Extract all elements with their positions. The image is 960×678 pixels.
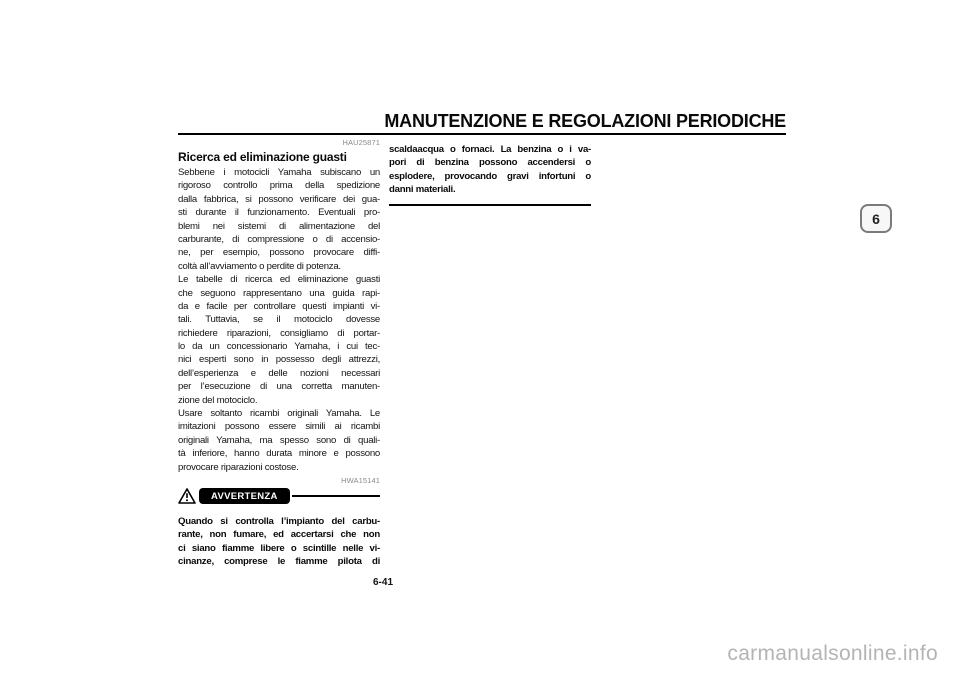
text-line: dalla fabbrica, si possono verificare dei gua-: [178, 193, 380, 205]
text-line: Sebbene i motocicli Yamaha subiscano un: [178, 167, 380, 178]
warning-badge: AVVERTENZA: [199, 488, 290, 504]
text-line: per l’esecuzione di una corretta manuten-: [178, 381, 380, 393]
right-column: [389, 143, 591, 206]
text-line: zione del motociclo.: [178, 394, 258, 406]
text-line: imitazioni possono essere simili ai ricambi: [178, 421, 380, 433]
text-line: blemi nei sistemi di alimentazione del: [178, 220, 380, 232]
text-line: ci siano fiamme libere o scintille nelle vi-: [178, 542, 380, 554]
warning-end-rule: [389, 204, 591, 206]
header-rule: [178, 133, 786, 135]
text-line: lo da un concessionario Yamaha, i cui tec-: [178, 341, 380, 353]
text-line: rante, non fumare, ed accertarsi che non: [178, 529, 380, 541]
text-line: Usare soltanto ricambi originali Yamaha. Le: [178, 408, 380, 420]
text-line: nici esperti sono in possesso degli attrezzi,: [178, 354, 380, 366]
text-line: carburante, di compressione o di accensio-: [178, 233, 380, 245]
text-line: tà inferiore, hanno durata minore e possono: [178, 448, 380, 460]
chapter-tab: 6: [860, 204, 892, 233]
text-line: Le tabelle di ricerca ed eliminazione guasti: [178, 274, 380, 286]
left-column: [178, 138, 380, 569]
text-line: sti durante il funzionamento. Eventuali pro-: [178, 207, 380, 219]
text-line: richiedere riparazioni, consigliamo di portar-: [178, 327, 380, 339]
warning-triangle-icon: [178, 488, 196, 504]
warning-header: [178, 488, 380, 504]
text-line: coltà all’avviamento o perdite di potenza.: [178, 260, 341, 272]
section-title: Ricerca ed eliminazione guasti: [178, 150, 347, 164]
section-code: HAU25871: [342, 138, 380, 147]
text-line: pori di benzina possono accendersi o: [389, 157, 591, 169]
text-line: esplodere, provocando gravi infortuni o: [389, 170, 591, 182]
text-line: scaldaacqua o fornaci. La benzina o i va-: [389, 144, 591, 155]
text-line: danni materiali.: [389, 184, 456, 196]
text-line: Quando si controlla l’impianto del carbu-: [178, 515, 380, 527]
text-line: tali. Tuttavia, se il motociclo dovesse: [178, 314, 380, 326]
section-body-text: [178, 166, 380, 474]
text-line: dell’esperienza e delle nozioni necessari: [178, 367, 380, 379]
text-line: provocare riparazioni costose.: [178, 461, 299, 473]
warning-code: HWA15141: [341, 475, 380, 485]
text-line: rigoroso controllo prima della spedizione: [178, 180, 380, 192]
page-header-title: MANUTENZIONE E REGOLAZIONI PERIODICHE: [384, 111, 786, 131]
warning-text-right: [389, 143, 591, 197]
text-line: ne, per esempio, possono provocare diffi-: [178, 247, 380, 259]
text-line: originali Yamaha, ma spesso sono di quali-: [178, 434, 380, 446]
warning-text-left: [178, 515, 380, 569]
text-line: che seguono rappresentano una guida rapi-: [178, 287, 380, 299]
text-line: cinanze, comprese le fiamme pilota di: [178, 556, 380, 568]
text-line: da e facile per controllare questi impianti vi-: [178, 300, 380, 312]
page-number: 6-41: [372, 577, 393, 588]
warning-header-rule: [292, 495, 380, 497]
watermark: carmanualsonline.info: [727, 642, 938, 665]
